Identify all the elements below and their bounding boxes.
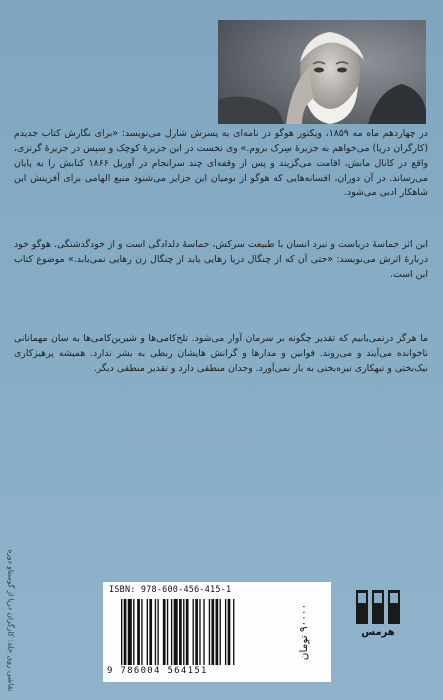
author-portrait-image	[218, 20, 426, 124]
publisher-logo-icon	[356, 590, 400, 624]
barcode-bar	[183, 599, 184, 665]
barcode-bar	[179, 599, 182, 665]
barcode-bar	[186, 599, 189, 665]
quote-paragraph	[14, 332, 428, 377]
barcode-bar	[211, 599, 214, 665]
barcode-digits: 9 786004 564151	[107, 666, 208, 676]
isbn-number: ISBN: 978-600-456-415-1	[109, 585, 232, 595]
barcode-bar	[133, 599, 134, 665]
barcode-bar	[137, 599, 140, 665]
barcode-bar	[167, 599, 168, 665]
price-text: ۹۰۰۰۰ تومان	[298, 603, 311, 661]
paragraph-text: در چهاردهم ماه مه ۱۸۵۹، ویکتور هوگو در نامه‌ای به پسرش شارل می‌نویسد: «برای نگارش کتاب جدیدم (کارگران دریا) می‌خواهم به جزیرهٔ سِرک بروم.» وی نخست در این جزیرهٔ کوچک و سپس در جزیرهٔ گرنزی، واقع در کانال مانش، اقامت می‌گزیند و پس از وقفه‌ای چند سرانجام در آوریل ۱۸۶۶ کتابش را به پایان می‌رساند. در آن دوران، افسانه‌هایی که هوگو از بومیان این جزایر می‌شنود منبع الهامی برای آفرینش این شاهکار ادبی می‌شود.	[14, 128, 428, 199]
barcode-label	[103, 582, 331, 682]
paragraph-text: ما هرگز درنمی‌یابیم که تقدیر چگونه بر سرمان آوار می‌شود. تلخ‌کامی‌ها و شیرین‌کامی‌ها به سان مهمانانی ناخوانده می‌آیند و می‌روند. قوانین و مدارها و گرانش هایشان ربطی به بشر ندارد. همیشه پرهیزکاری نیک‌بختی و تبهکاری تیره‌بختی به بار نمی‌آورد. وجدان منطقی دارد و تقدیر منطقی دیگر.	[14, 333, 428, 374]
barcode-bar	[141, 599, 142, 665]
publisher-logo	[352, 590, 404, 650]
barcode-bar	[174, 599, 178, 665]
barcode-bar	[199, 599, 200, 665]
barcode-bar	[155, 599, 156, 665]
barcode-bar	[195, 599, 198, 665]
barcode-bar	[228, 599, 231, 665]
barcode-bars	[121, 599, 279, 665]
barcode-bar	[203, 599, 204, 665]
barcode-bar	[147, 599, 148, 665]
paragraph-text: این اثر حماسهٔ دریاست و نبرد انسان با طبیعت سرکش، حماسهٔ دلدادگی است و از خودگذشتگی. هوگو خود دربارهٔ اثرش می‌نویسد: «حتی آن که از چنگال دریا رهایی یابد از چنگال زن رهایی نمی‌یابد.» موضوع کتاب این است.	[14, 239, 428, 280]
author-portrait	[218, 20, 426, 124]
barcode-bar	[163, 599, 166, 665]
synopsis-paragraph-1	[14, 127, 428, 201]
cover-art-credit-text: نقاشی روی جلد: کارگران دریا از گوستاو دوره	[6, 548, 16, 692]
barcode-bar	[121, 599, 122, 665]
barcode-bar	[171, 599, 172, 665]
barcode-bar	[216, 599, 219, 665]
barcode-bar	[233, 599, 234, 665]
barcode-bar	[157, 599, 158, 665]
barcode-bar	[124, 599, 127, 665]
publisher-name: هرمس	[361, 627, 395, 638]
barcode-bar	[128, 599, 132, 665]
barcode-bar	[220, 599, 221, 665]
barcode-bar	[209, 599, 210, 665]
cover-art-credit	[0, 548, 22, 692]
barcode-bar	[149, 599, 152, 665]
synopsis-paragraph-2	[14, 238, 428, 283]
barcode-bar	[193, 599, 194, 665]
barcode-bar	[225, 599, 226, 665]
price-tag	[281, 588, 327, 676]
